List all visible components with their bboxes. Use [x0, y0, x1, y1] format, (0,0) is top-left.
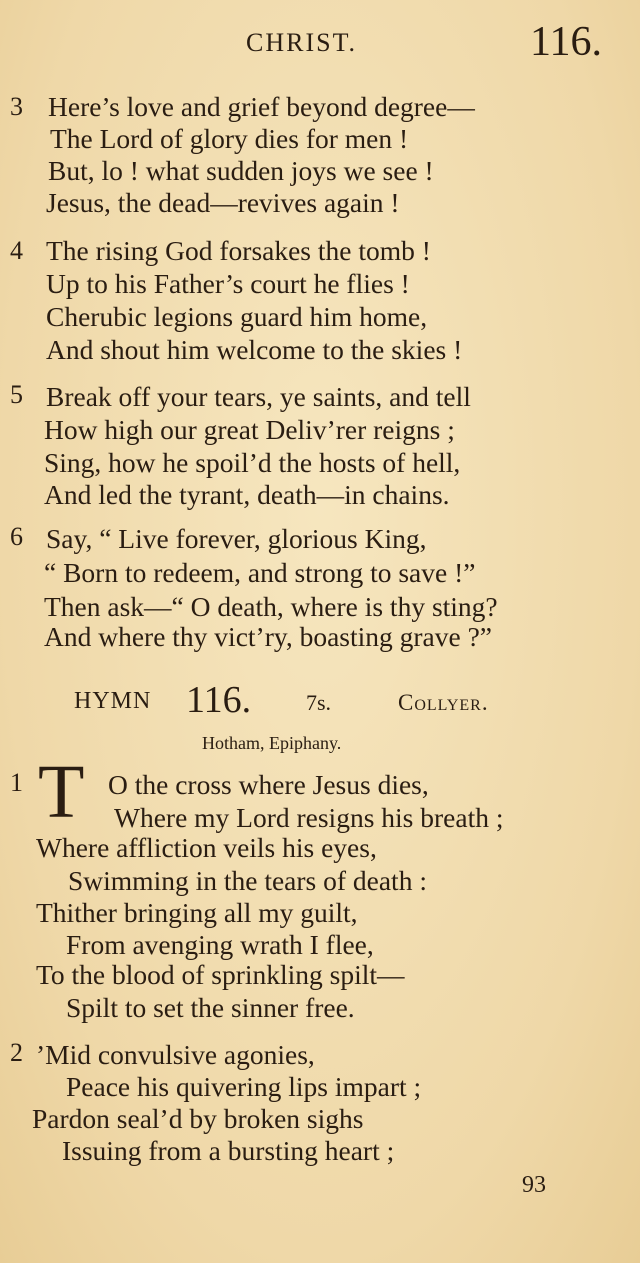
verse-line: Thither bringing all my guilt, — [36, 897, 358, 928]
running-head — [0, 19, 640, 72]
verse-line: Up to his Father’s court he flies ! — [46, 268, 410, 299]
verse-line: The rising God forsakes the tomb ! — [46, 235, 431, 266]
verse-line: Issuing from a bursting heart ; — [62, 1135, 395, 1166]
verse-line: ’Mid convulsive agonies, — [36, 1039, 315, 1070]
verse-line: Then ask—“ O death, where is thy sting? — [44, 591, 498, 622]
verse-line: Jesus, the dead—revives again ! — [46, 187, 400, 218]
verse-line: Spilt to set the sinner free. — [66, 992, 355, 1023]
page-number: 116. — [530, 19, 602, 65]
verse-line: Pardon seal’d by broken sighs — [32, 1103, 364, 1134]
hymn-number: 116. — [186, 679, 252, 721]
stanza-number: 3 — [10, 92, 23, 121]
verse-line: O the cross where Jesus dies, — [108, 769, 429, 800]
verse-line: Where affliction veils his eyes, — [36, 832, 377, 863]
drop-cap: T — [38, 750, 85, 834]
verse-line: And shout him welcome to the skies ! — [46, 334, 463, 365]
stanza-number: 1 — [10, 768, 23, 797]
stanza-number: 4 — [10, 236, 23, 265]
stanza-number: 6 — [10, 522, 23, 551]
verse-line: “ Born to redeem, and strong to save !” — [44, 557, 476, 588]
verse-line: Here’s love and grief beyond degree— — [48, 91, 475, 122]
verse-line: How high our great Deliv’rer reigns ; — [44, 414, 455, 445]
verse-line: Swimming in the tears of death : — [68, 865, 427, 896]
verse-line: Say, “ Live forever, glorious King, — [46, 523, 427, 554]
verse-line: From avenging wrath I flee, — [66, 929, 374, 960]
verse-line: Peace his quivering lips impart ; — [66, 1071, 422, 1102]
verse-line: Break off your tears, ye saints, and tell — [46, 381, 471, 412]
tune-names: Hotham, Epiphany. — [202, 733, 342, 753]
hymn-header — [0, 680, 640, 720]
hymn-author: Collyer. — [398, 690, 489, 715]
verse-line: The Lord of glory dies for men ! — [50, 123, 409, 154]
verse-line: But, lo ! what sudden joys we see ! — [48, 155, 434, 186]
verse-line: Where my Lord resigns his breath ; — [114, 802, 504, 833]
hymn-label: HYMN — [74, 688, 152, 714]
verse-line: And where thy vict’ry, boasting grave ?” — [44, 621, 492, 652]
verse-line: Sing, how he spoil’d the hosts of hell, — [44, 447, 461, 478]
stanza-number: 5 — [10, 380, 23, 409]
verse-line: And led the tyrant, death—in chains. — [44, 479, 450, 510]
hymn-meter: 7s. — [306, 690, 332, 715]
section-title: CHRIST. — [246, 28, 358, 57]
signature-number: 93 — [522, 1172, 546, 1198]
stanza-number: 2 — [10, 1038, 23, 1067]
verse-line: To the blood of sprinkling spilt— — [36, 959, 405, 990]
verse-line: Cherubic legions guard him home, — [46, 301, 428, 332]
